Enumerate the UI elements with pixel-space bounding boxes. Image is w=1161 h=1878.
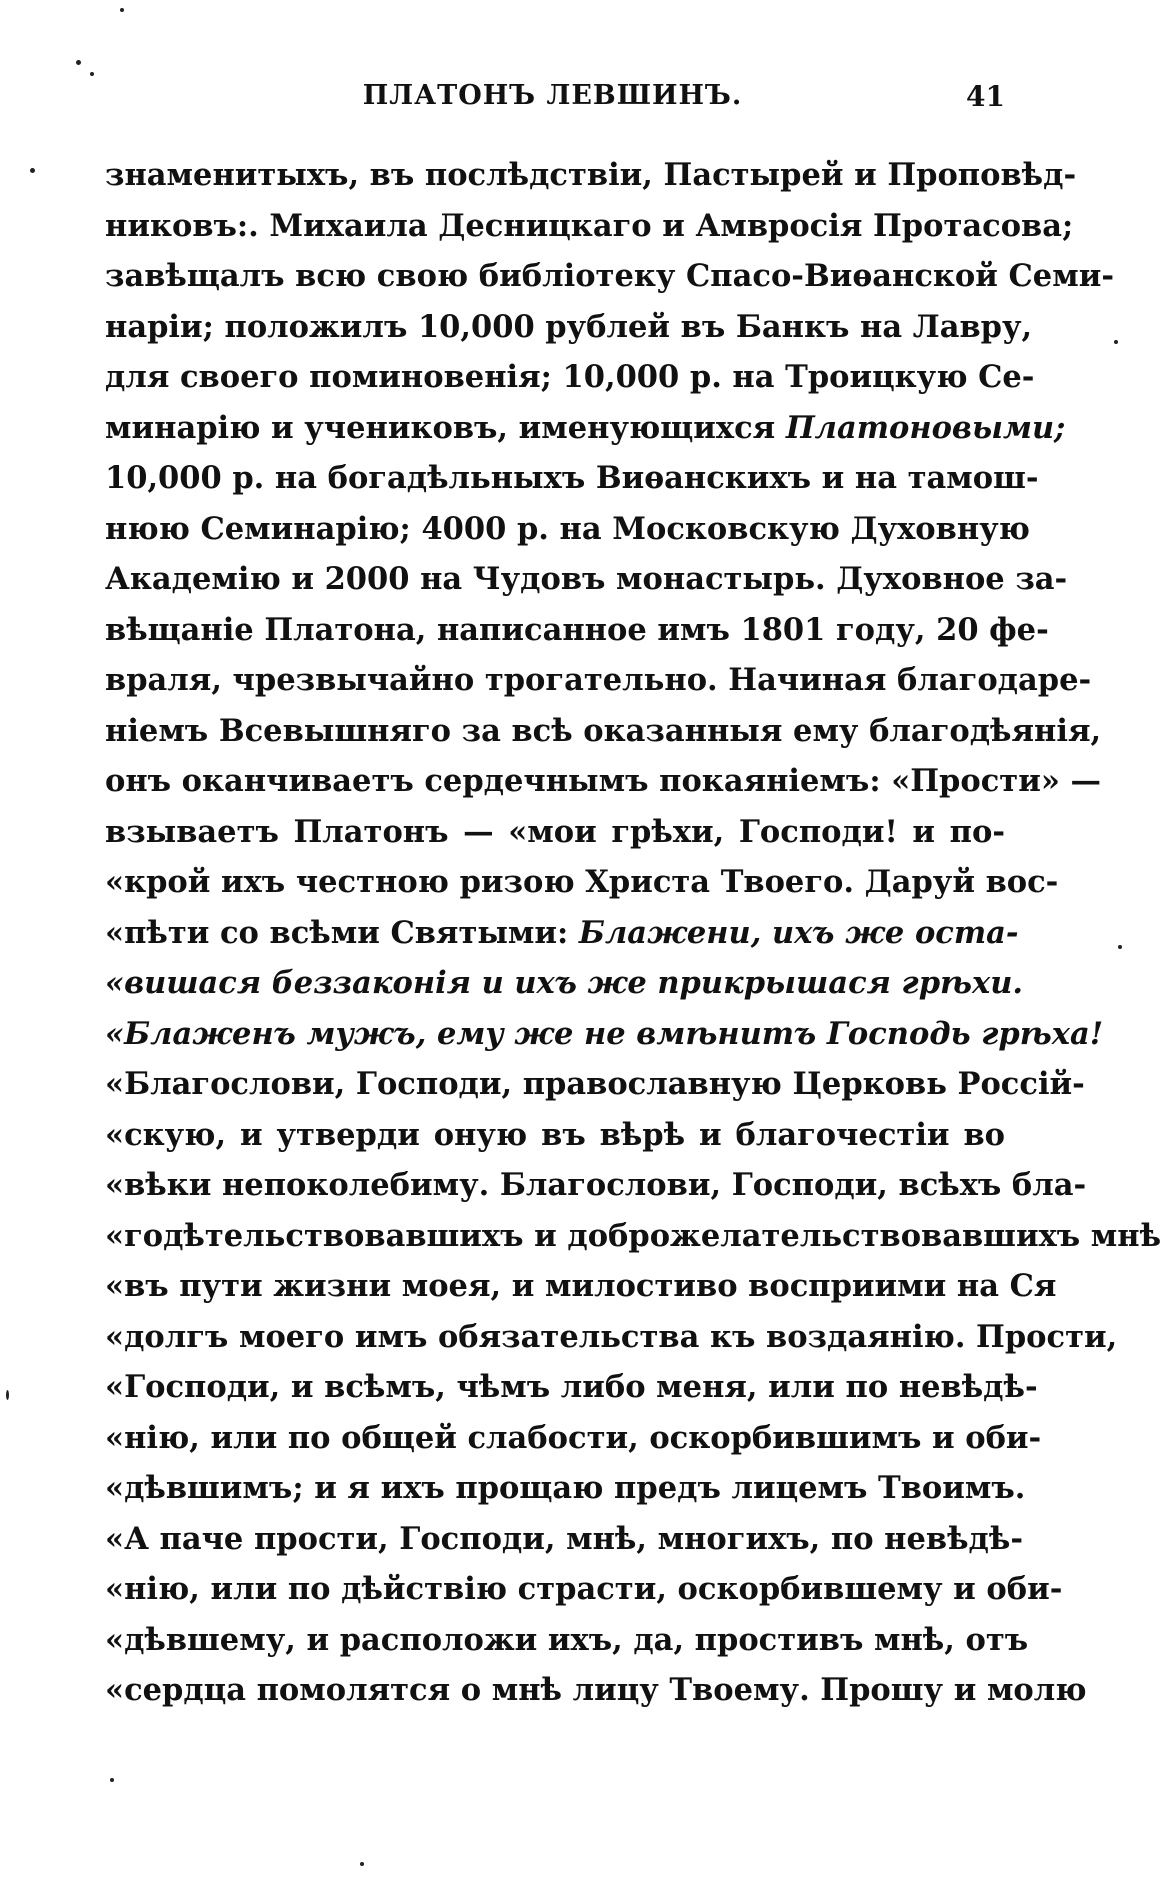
scan-speck xyxy=(6,1390,9,1400)
text-line xyxy=(105,352,1035,403)
text-line xyxy=(105,1413,1042,1464)
text-segment: взываетъ Платонъ — «мои грѣхи, Господи! и по- xyxy=(105,813,1005,850)
scan-speck xyxy=(90,72,94,76)
text-line xyxy=(105,1009,1104,1060)
italic-text-segment: Блажени, ихъ же оста- xyxy=(578,914,1019,951)
scan-speck xyxy=(1114,340,1118,344)
text-line xyxy=(105,706,1102,757)
text-line xyxy=(105,1110,1005,1161)
text-line xyxy=(105,453,1039,504)
text-line xyxy=(105,1615,1029,1666)
text-line xyxy=(105,807,1005,858)
text-segment: никовъ:. Михаила Десницкаго и Амвросія Протасова; xyxy=(105,207,1074,244)
text-segment: «Господи, и всѣмъ, чѣмъ либо меня, или по невѣдѣ- xyxy=(105,1369,1038,1405)
scan-speck xyxy=(120,8,124,12)
text-line xyxy=(105,655,1092,706)
scan-speck xyxy=(360,1862,364,1866)
text-line xyxy=(105,1312,1118,1363)
text-line xyxy=(105,554,1068,605)
text-line xyxy=(105,1362,1038,1413)
text-segment: онъ оканчиваетъ сердечнымъ покаяніемъ: «Прости» — xyxy=(105,763,1102,799)
text-segment: знаменитыхъ, въ послѣдствіи, Пастырей и Проповѣд- xyxy=(105,157,1077,193)
text-segment: «скую, и утверди оную въ вѣрѣ и благочестіи во xyxy=(105,1116,1005,1153)
text-segment: «нію, или по общей слабости, оскорбившимъ и оби- xyxy=(105,1419,1042,1456)
italic-text-segment: «вишася беззаконія и ихъ же прикрышася грѣхи. xyxy=(105,965,1024,1001)
text-segment: «А паче прости, Господи, мнѣ, многихъ, по невѣдѣ- xyxy=(105,1520,1023,1557)
text-line xyxy=(105,1514,1023,1565)
text-segment: минарію и учениковъ, именующихся xyxy=(105,409,786,446)
text-line xyxy=(105,1160,1087,1211)
text-segment: Академію и 2000 на Чудовъ монастырь. Духовное за- xyxy=(105,561,1068,597)
text-line xyxy=(105,605,1049,656)
text-segment: «Благослови, Господи, православную Церковь Россій- xyxy=(105,1066,1085,1102)
italic-text-segment: Платоновыми; xyxy=(785,409,1066,446)
text-segment: «дѣвшему, и расположи ихъ, да, простивъ мнѣ, отъ xyxy=(105,1621,1029,1658)
text-line xyxy=(105,1564,1063,1615)
text-segment: вѣщаніе Платона, написанное имъ 1801 году, 20 фе- xyxy=(105,611,1049,648)
text-segment: «дѣвшимъ; и я ихъ прощаю предъ лицемъ Твоимъ. xyxy=(105,1470,1026,1506)
scan-speck xyxy=(1118,945,1122,949)
body-text xyxy=(105,150,1161,1716)
scan-speck xyxy=(30,168,35,173)
text-segment: «долгъ моего имъ обязательства къ воздаянію. Прости, xyxy=(105,1318,1118,1355)
text-segment: «годѣтельствовавшихъ и доброжелательствовавшихъ мнѣ xyxy=(105,1217,1161,1254)
text-segment: «нію, или по дѣйствію страсти, оскорбившему и оби- xyxy=(105,1571,1063,1607)
text-line xyxy=(105,403,1066,454)
text-segment: 10,000 р. на богадѣльныхъ Виѳанскихъ и на тамош- xyxy=(105,460,1039,496)
text-segment: нюю Семинарію; 4000 р. на Московскую Духовную xyxy=(105,510,1030,547)
scan-speck xyxy=(76,60,81,65)
text-line xyxy=(105,1665,1087,1716)
text-line xyxy=(105,908,1019,959)
text-line xyxy=(105,201,1074,252)
text-line xyxy=(105,504,1030,555)
text-segment: «въ пути жизни моея, и милостиво восприими на Ся xyxy=(105,1268,1057,1304)
text-line xyxy=(105,756,1102,807)
text-line xyxy=(105,1059,1085,1110)
text-segment: завѣщалъ всю свою библіотеку Спасо-Виѳанской Семи- xyxy=(105,258,1114,294)
text-line xyxy=(105,958,1024,1009)
text-line xyxy=(105,857,1059,908)
text-segment: для своего поминовенія; 10,000 р. на Троицкую Се- xyxy=(105,359,1035,395)
text-segment: «вѣки непоколебиму. Благослови, Господи, всѣхъ бла- xyxy=(105,1167,1087,1203)
page-number: 41 xyxy=(966,80,1005,113)
text-segment: наріи; положилъ 10,000 рублей въ Банкъ на Лавру, xyxy=(105,308,1033,345)
text-segment: «крой ихъ честною ризою Христа Твоего. Даруй вос- xyxy=(105,864,1059,900)
text-line xyxy=(105,150,1077,201)
text-line xyxy=(105,302,1033,353)
scan-speck xyxy=(110,1778,114,1782)
text-segment: «сердца помолятся о мнѣ лицу Твоему. Прошу и молю xyxy=(105,1672,1087,1708)
italic-text-segment: «Блаженъ мужъ, ему же не вмѣнитъ Господь грѣха! xyxy=(105,1015,1104,1052)
text-line xyxy=(105,1261,1057,1312)
text-segment: «пѣти со всѣми Святыми: xyxy=(105,914,579,951)
text-line xyxy=(105,1211,1161,1262)
text-segment: враля, чрезвычайно трогательно. Начиная благодаре- xyxy=(105,662,1092,698)
text-segment: ніемъ Всевышняго за всѣ оказанныя ему благодѣянія, xyxy=(105,712,1102,749)
running-title: ПЛАТОНЪ ЛЕВШИНЪ. xyxy=(362,80,743,111)
page-header xyxy=(100,80,1005,130)
text-line xyxy=(105,251,1114,302)
text-line xyxy=(105,1463,1026,1514)
